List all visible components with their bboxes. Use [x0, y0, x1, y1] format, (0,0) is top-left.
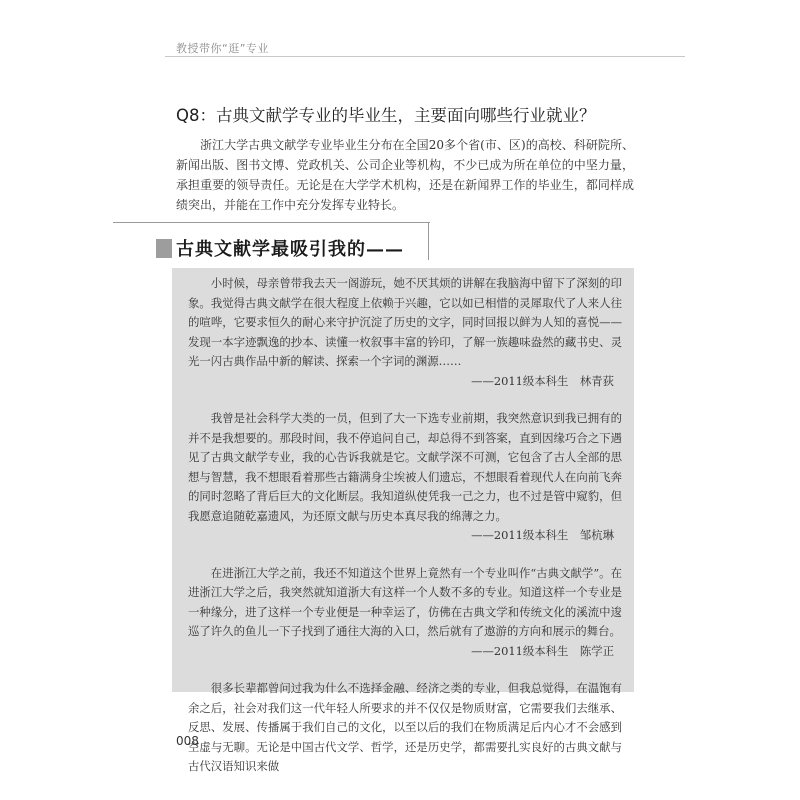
quote-block — [188, 409, 622, 546]
answer-paragraph — [176, 135, 634, 215]
quote-attribution: ——2011级本科生 林青荻 — [471, 373, 614, 388]
running-header: 教授带你“逛”专业 — [176, 42, 269, 55]
quote-text: 小时候，母亲曾带我去天一阁游玩，她不厌其烦的讲解在我脑海中留下了深刻的印象。我觉得古典文献学在很大程度上依赖于兴趣，它以如已相惜的灵犀取代了人来人往的喧哗，它要求恒久的耐心来守护沉淀了历史的文字，同时回报以鲜为人知的喜悦——发现一本字迹飘逸的抄本、读懂一枚叙事丰富的钤印，了解一族趣味盎然的藏书史、灵光一闪古典作品中新的解读、探索一个字词的渊源…… — [188, 276, 622, 368]
page-number: 008 — [176, 734, 199, 748]
question-heading: Q8：古典文献学专业的毕业生，主要面向哪些行业就业？ — [176, 106, 596, 125]
section-heading — [156, 236, 404, 260]
quote-block — [188, 679, 622, 777]
quote-block — [188, 274, 622, 391]
quote-text: 我曾是社会科学大类的一员，但到了大一下选专业前期，我突然意识到我已拥有的并不是我想要的。那段时间，我不停追问自己，却总得不到答案，直到因缘巧合之下遇见了古典文献学专业，我的心告诉我就是它。文献学深不可测，它包含了古人全部的思想与智慧，我不想眼看着那些古籍满身尘埃被人们遗忘，不想眼看着现代人在向前飞奔的同时忽略了背后巨大的文化断层。我知道纵使凭我一己之力，也不过是管中窥豹，但我愿意追随乾嘉遗风，为还原文献与历史本真尽我的绵薄之力。 — [188, 411, 622, 523]
section-title: 古典文献学最吸引我的—— — [176, 239, 404, 260]
answer-text: 浙江大学古典文献学专业毕业生分布在全国20多个省(市、区)的高校、科研院所、新闻出版、图书文博、党政机关、公司企业等机构，不少已成为所在单位的中坚力量，承担重要的领导责任。无论是在大学学术机构，还是在新闻界工作的毕业生，都同样成绩突出，并能在工作中充分发挥专业特长。 — [176, 138, 634, 212]
quote-block — [188, 564, 622, 662]
section-divider-vertical — [428, 222, 429, 260]
section-marker-icon — [156, 239, 172, 258]
quote-attribution: ——2011级本科生 邹杭琳 — [471, 528, 614, 542]
quote-attribution: ——2011级本科生 陈学正 — [471, 643, 614, 658]
quote-text: 很多长辈都曾问过我为什么不选择金融、经济之类的专业，但我总觉得，在温饱有余之后，社会对我们这一代年轻人所要求的并不仅仅是物质财富，它需要我们去继承、反思、发展、传播属于我们自己的文化，以至以后的我们在物质满足后内心才不会感到空虚与无聊。无论是中国古代文学、哲学，还是历史学，都需要扎实良好的古典文献与古代汉语知识来做 — [188, 681, 622, 773]
quote-text: 在进浙江大学之前，我还不知道这个世界上竟然有一个专业叫作“古典文献学”。在进浙江大学之后，我突然就知道浙大有这样一个人数不多的专业。知道这样一个专业是一种缘分，进了这样一个专业便是一种幸运了，仿佛在古典文学和传统文化的溪流中逡巡了许久的鱼儿一下子找到了通往大海的入口，然后就有了遨游的方向和展示的舞台。 — [188, 565, 622, 638]
section-divider — [113, 222, 430, 223]
header-divider — [165, 56, 685, 57]
